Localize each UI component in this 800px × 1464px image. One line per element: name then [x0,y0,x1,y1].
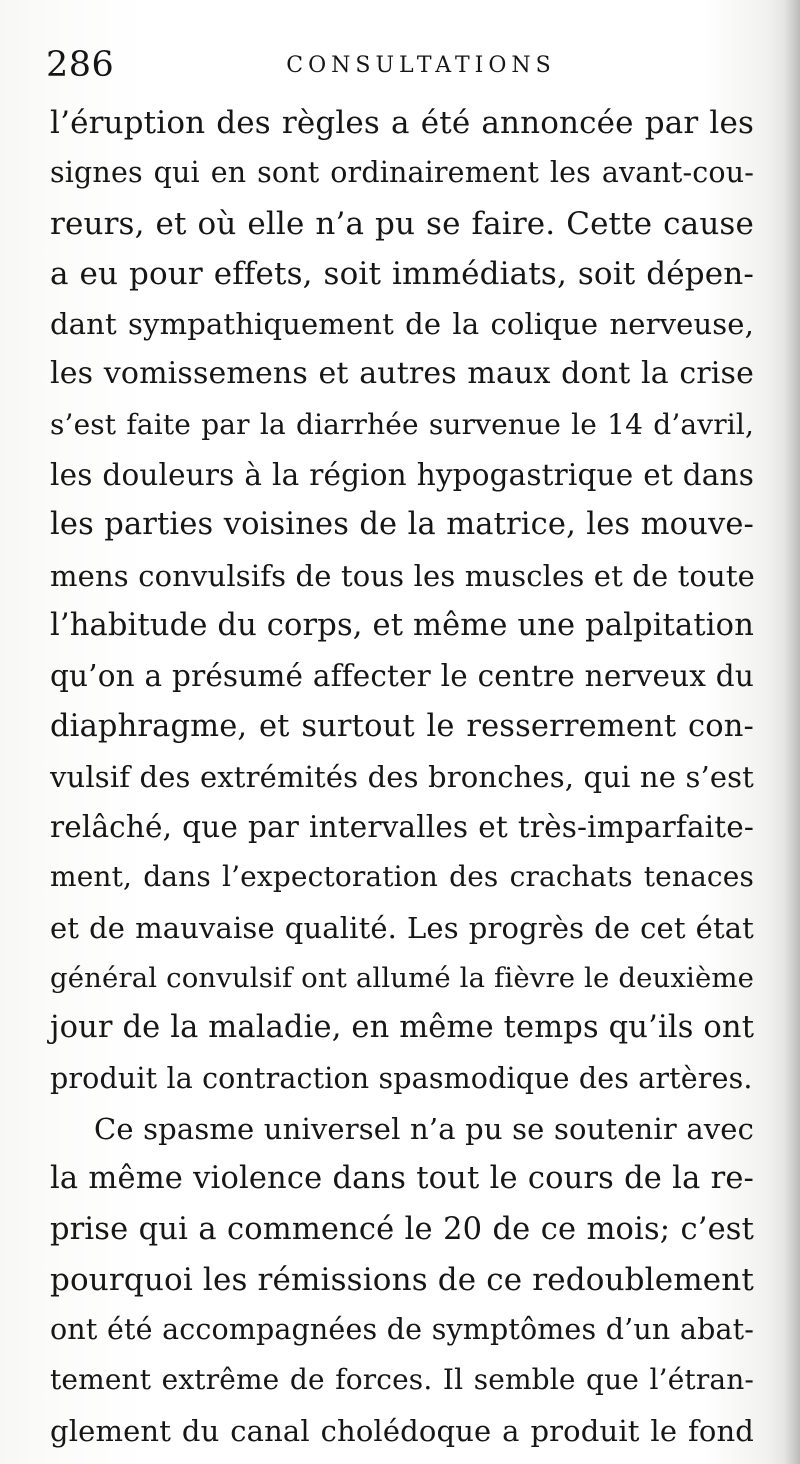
text-line: pourquoi les rémissions de ce redoublement [50,1261,754,1298]
text-line: dant sympathiquement de la colique nerveuse, [50,307,754,342]
text-line: vulsif des extrémités des bronches, qui ne s’est [50,759,754,794]
text-line: tement extrême de forces. Il semble que l’étran- [50,1363,754,1397]
paragraph-first-line: Ce spasme universel n’a pu se soutenir avec [94,1111,754,1146]
text-line: les vomissemens et autres maux dont la crise [50,356,754,392]
text-line: s’est faite par la diarrhée survenue le 14 d’avril, [50,407,754,441]
text-line: et de mauvaise qualité. Les progrès de cet état [50,910,754,945]
page-number: 286 [46,45,115,85]
text-line: la même violence dans tout le cours de la re- [50,1161,754,1197]
text-line: les parties voisines de la matrice, les mouve- [50,507,754,543]
text-line: ment, dans l’expectoration des crachats tenaces [50,860,754,894]
text-line: les douleurs à la région hypogastrique et dans [50,458,754,493]
running-head: CONSULTATIONS [286,53,556,78]
page-header [46,38,756,94]
text-line: a eu pour effets, soit immédiats, soit dépen- [50,255,754,292]
page-edge-shadow [784,0,800,1464]
text-line: prise qui a commencé le 20 de ce mois; c’est [50,1211,754,1247]
text-line: diaphragme, et surtout le resserrement con- [50,708,754,744]
body-text [50,98,754,1456]
text-line: mens convulsifs de tous les muscles et de toute [50,558,755,593]
text-line: relâché, que par intervalles et très-imparfaite- [50,810,754,845]
text-line: général convulsif ont allumé la fièvre le deuxième [50,962,755,995]
text-line: jour de la maladie, en même temps qu’ils ont [50,1010,755,1046]
text-line: glement du canal cholédoque a produit le fond [50,1413,754,1448]
text-line: l’éruption des règles a été annoncée par les [50,105,754,141]
text-line: signes qui en sont ordinairement les avant-cou- [50,156,754,190]
text-line: ont été accompagnées de symptômes d’un abat- [50,1313,754,1347]
text-line: reurs, et où elle n’a pu se faire. Cette cause [50,205,754,242]
paragraph-last-line: produit la contraction spasmodique des artères. [50,1061,753,1095]
text-line: qu’on a présumé affecter le centre nerveux du [50,659,754,694]
text-line: l’habitude du corps, et même une palpitation [50,607,754,643]
